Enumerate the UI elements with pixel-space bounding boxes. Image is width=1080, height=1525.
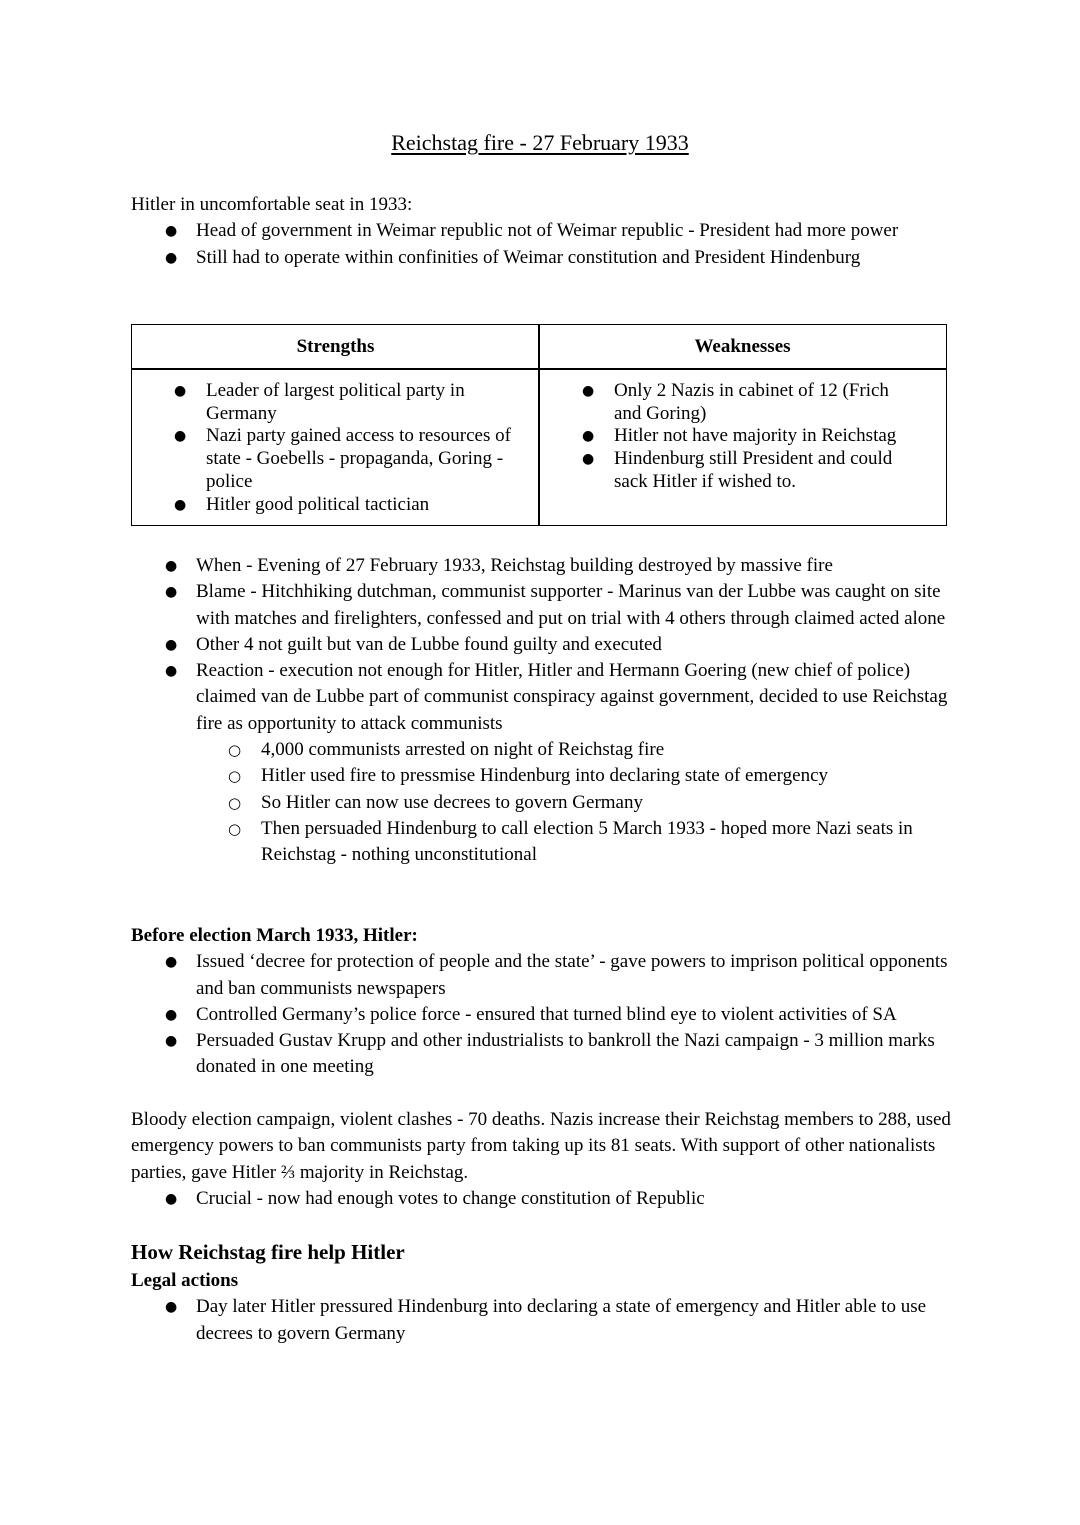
weaknesses-list bbox=[578, 380, 908, 494]
how-helped-heading: How Reichstag fire help Hitler bbox=[131, 1240, 405, 1264]
election-paragraph: Bloody election campaign, violent clashes - 70 deaths. Nazis increase their Reichstag members to 288, used emergency powers to ban communists party from taking up its 81 seats. With support of other nationalists parties, gave Hitler ⅔ majority in Reichstag. bbox=[131, 1109, 951, 1183]
list-item: ● When - Evening of 27 February 1933, Reichstag building destroyed by massive fire bbox=[131, 553, 951, 579]
list-item: ● Day later Hitler pressured Hindenburg into declaring a state of emergency and Hitler able to use decrees to govern Germany bbox=[131, 1294, 951, 1347]
before-election-section bbox=[131, 923, 951, 1081]
table-header-weaknesses: Weaknesses bbox=[694, 336, 791, 357]
list-item: ● Hitler not have majority in Reichstag bbox=[578, 425, 908, 448]
list-item: ● Reaction - execution not enough for Hitler, Hitler and Hermann Goering (new chief of police) claimed van de Lubbe part of communist conspiracy against government, decided to use Reichstag fire as opportunity to attack communists bbox=[131, 658, 951, 737]
list-item: ● Only 2 Nazis in cabinet of 12 (Frich and Goring) bbox=[578, 380, 908, 425]
list-item: ● Crucial - now had enough votes to change constitution of Republic bbox=[131, 1186, 951, 1212]
events-sub-list bbox=[131, 737, 951, 868]
intro-lead: Hitler in uncomfortable seat in 1933: bbox=[131, 194, 413, 215]
events-list bbox=[131, 553, 951, 737]
strengths-list bbox=[170, 380, 530, 516]
table-header-strengths: Strengths bbox=[296, 336, 375, 357]
before-election-heading: Before election March 1933, Hitler: bbox=[131, 925, 418, 946]
legal-actions-heading: Legal actions bbox=[131, 1270, 239, 1291]
page-title: Reichstag fire - 27 February 1933 bbox=[391, 130, 689, 155]
election-list bbox=[131, 1186, 951, 1212]
list-item: ● Controlled Germany’s police force - ensured that turned blind eye to violent activities of SA bbox=[131, 1002, 951, 1028]
sub-list-item: ○ Hitler used fire to pressmise Hindenburg into declaring state of emergency bbox=[131, 763, 951, 789]
strengths-cell bbox=[170, 380, 530, 516]
list-item: ● Hindenburg still President and could sack Hitler if wished to. bbox=[578, 448, 908, 493]
list-item: ● Leader of largest political party in Germany bbox=[170, 380, 530, 425]
sub-list-item: ○ 4,000 communists arrested on night of Reichstag fire bbox=[131, 737, 951, 763]
before-election-list bbox=[131, 949, 951, 1080]
sub-list-item: ○ Then persuaded Hindenburg to call election 5 March 1933 - hoped more Nazi seats in Reichstag - nothing unconstitutional bbox=[131, 816, 951, 869]
intro-list bbox=[131, 218, 951, 271]
list-item: ● Other 4 not guilt but van de Lubbe found guilty and executed bbox=[131, 632, 951, 658]
list-item: ● Nazi party gained access to resources of state - Goebells - propaganda, Goring - police bbox=[170, 425, 530, 493]
list-item: ● Issued ‘decree for protection of people and the state’ - gave powers to imprison political opponents and ban communists newspapers bbox=[131, 949, 951, 1002]
sub-list-item: ○ So Hitler can now use decrees to govern Germany bbox=[131, 790, 951, 816]
list-item: ● Head of government in Weimar republic not of Weimar republic - President had more power bbox=[131, 218, 951, 244]
list-item: ● Persuaded Gustav Krupp and other industrialists to bankroll the Nazi campaign - 3 million marks donated in one meeting bbox=[131, 1028, 951, 1081]
list-item: ● Still had to operate within confinities of Weimar constitution and President Hindenburg bbox=[131, 245, 951, 271]
list-item: ● Blame - Hitchhiking dutchman, communist supporter - Marinus van der Lubbe was caught on site with matches and firelighters, confessed and put on trial with 4 others through claimed acted alone bbox=[131, 579, 951, 632]
events-section bbox=[131, 553, 951, 869]
list-item: ● Hitler good political tactician bbox=[170, 494, 530, 517]
legal-actions-section bbox=[131, 1268, 951, 1347]
strengths-weaknesses-table bbox=[131, 324, 947, 526]
legal-actions-list bbox=[131, 1294, 951, 1347]
election-section bbox=[131, 1107, 951, 1212]
intro-section bbox=[131, 192, 951, 271]
weaknesses-cell bbox=[578, 380, 908, 494]
table-divider-horizontal bbox=[132, 368, 946, 370]
